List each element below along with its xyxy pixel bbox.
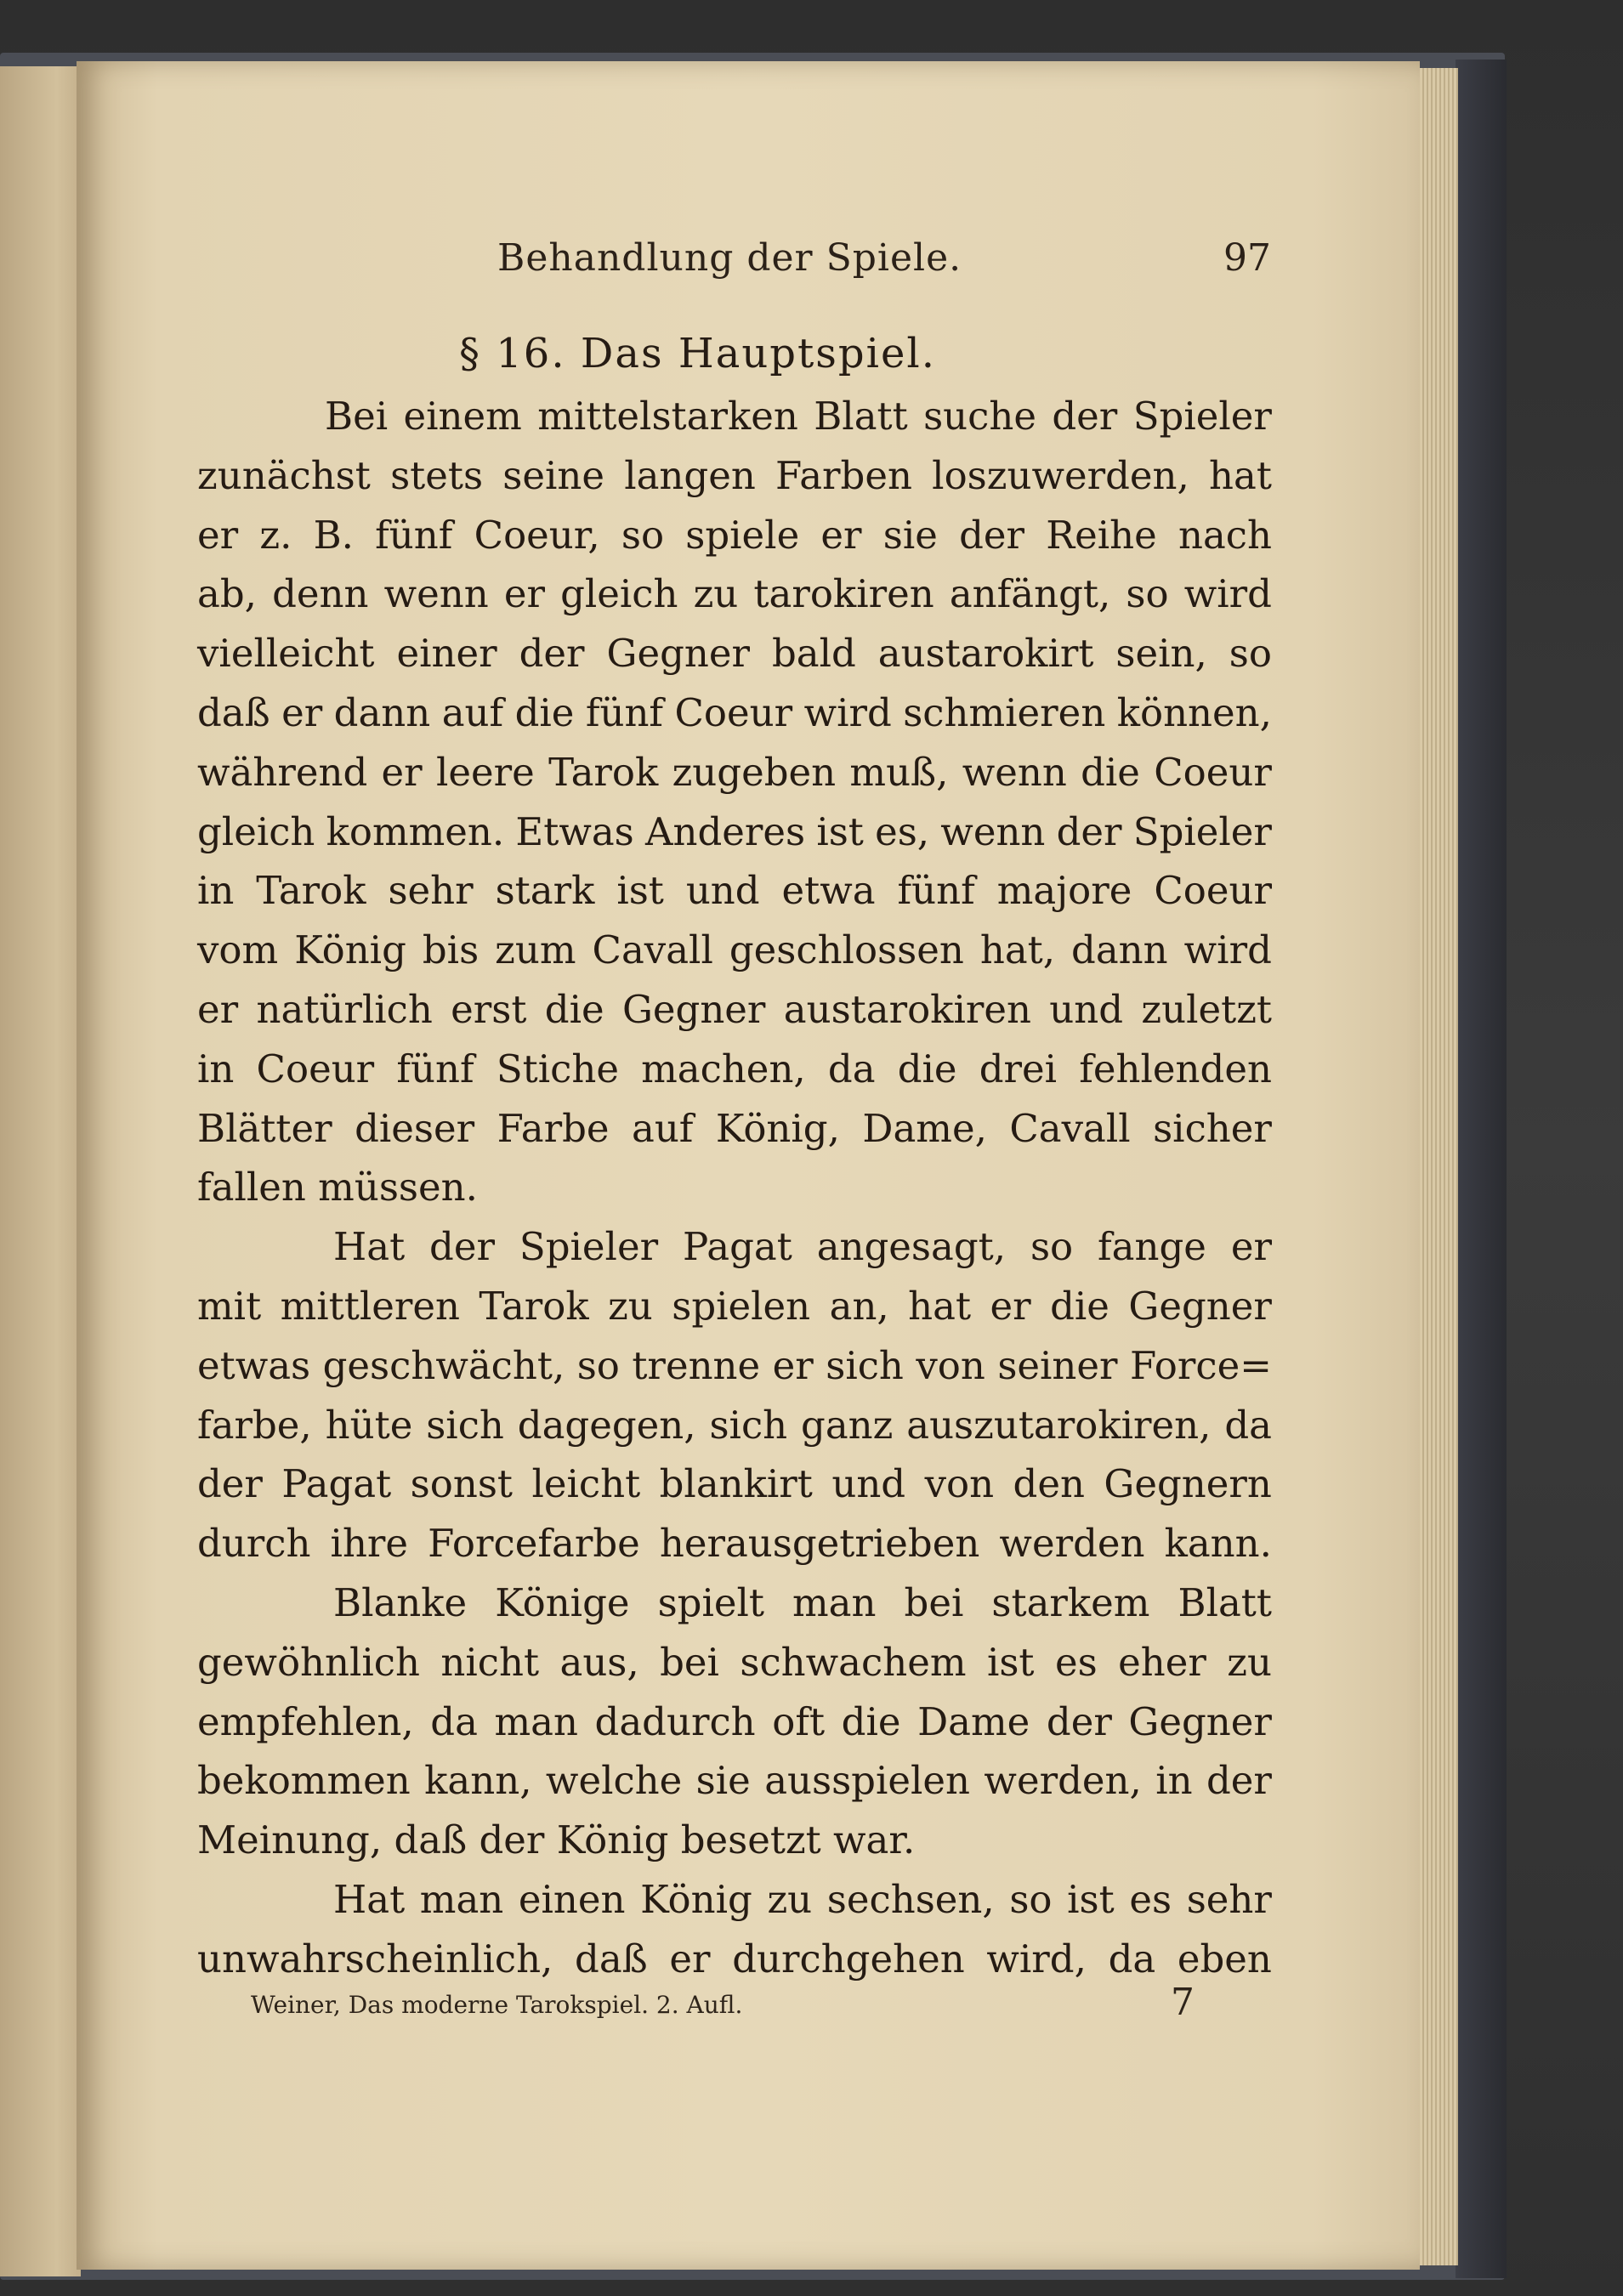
text-line: fallen müssen.	[197, 1165, 478, 1210]
book-spine	[1456, 60, 1507, 2278]
text-line: Bei einem mittelstarken Blatt suche der Spieler	[325, 394, 1272, 439]
text-line: ab, denn wenn er gleich zu tarokiren anfängt, so wird	[197, 571, 1272, 617]
text-line: bekommen kann, welche sie ausspielen werden, in der	[197, 1758, 1272, 1804]
text-line: während er leere Tarok zugeben muß, wenn die Coeur	[197, 749, 1272, 795]
footer-note: Weiner, Das moderne Tarokspiel. 2. Aufl.	[251, 1991, 743, 2019]
text-line: empfehlen, da man dadurch oft die Dame der Gegner	[197, 1698, 1272, 1744]
text-line: zunächst stets seine langen Farben loszuwerden, hat	[197, 452, 1272, 498]
text-line: in Coeur fünf Stiche machen, da die drei fehlenden	[197, 1046, 1272, 1091]
text-line: gleich kommen. Etwas Anderes ist es, wenn der Spieler	[197, 808, 1272, 854]
text-line: etwas geschwächt, so trenne er sich von seiner Force=	[197, 1342, 1272, 1388]
text-line: vom König bis zum Cavall geschlossen hat, dann wird	[197, 927, 1272, 973]
text-line: er natürlich erst die Gegner austarokiren und zuletzt	[197, 986, 1272, 1032]
text-line: mit mittleren Tarok zu spielen an, hat er die Gegner	[197, 1283, 1272, 1329]
text-line: Meinung, daß der König besetzt war.	[197, 1817, 916, 1863]
text-line: der Pagat sonst leicht blankirt und von den Gegnern	[197, 1461, 1272, 1507]
text-line: unwahrscheinlich, daß er durchgehen wird, da eben	[197, 1936, 1272, 1981]
text-line: durch ihre Forcefarbe herausgetrieben werden kann.	[197, 1521, 1272, 1567]
running-head	[497, 236, 1271, 287]
page-number: 97	[1223, 236, 1271, 280]
text-line: in Tarok sehr stark ist und etwa fünf majore Coeur	[197, 868, 1272, 914]
text-line: Blanke Könige spielt man bei starkem Blatt	[333, 1579, 1272, 1625]
body-text	[197, 387, 1272, 1989]
text-line: Hat man einen König zu sechsen, so ist es sehr	[333, 1876, 1272, 1922]
text-line: er z. B. fünf Coeur, so spiele er sie der Reihe nach	[197, 512, 1272, 558]
signature-mark: 7	[1171, 1981, 1195, 2024]
left-page-edge	[0, 66, 81, 2276]
text-line: daß er dann auf die fünf Coeur wird schmieren können,	[197, 689, 1272, 735]
section-heading: § 16. Das Hauptspiel.	[459, 330, 936, 377]
text-line: Hat der Spieler Pagat angesagt, so fange er	[333, 1224, 1272, 1270]
text-line: vielleicht einer der Gegner bald austarokirt sein, so	[197, 631, 1272, 677]
text-line: farbe, hüte sich dagegen, sich ganz auszutarokiren, da	[197, 1402, 1272, 1448]
text-line: gewöhnlich nicht aus, bei schwachem ist es eher zu	[197, 1639, 1272, 1685]
text-line: Blätter dieser Farbe auf König, Dame, Cavall sicher	[197, 1105, 1272, 1151]
running-title: Behandlung der Spiele.	[497, 236, 962, 280]
